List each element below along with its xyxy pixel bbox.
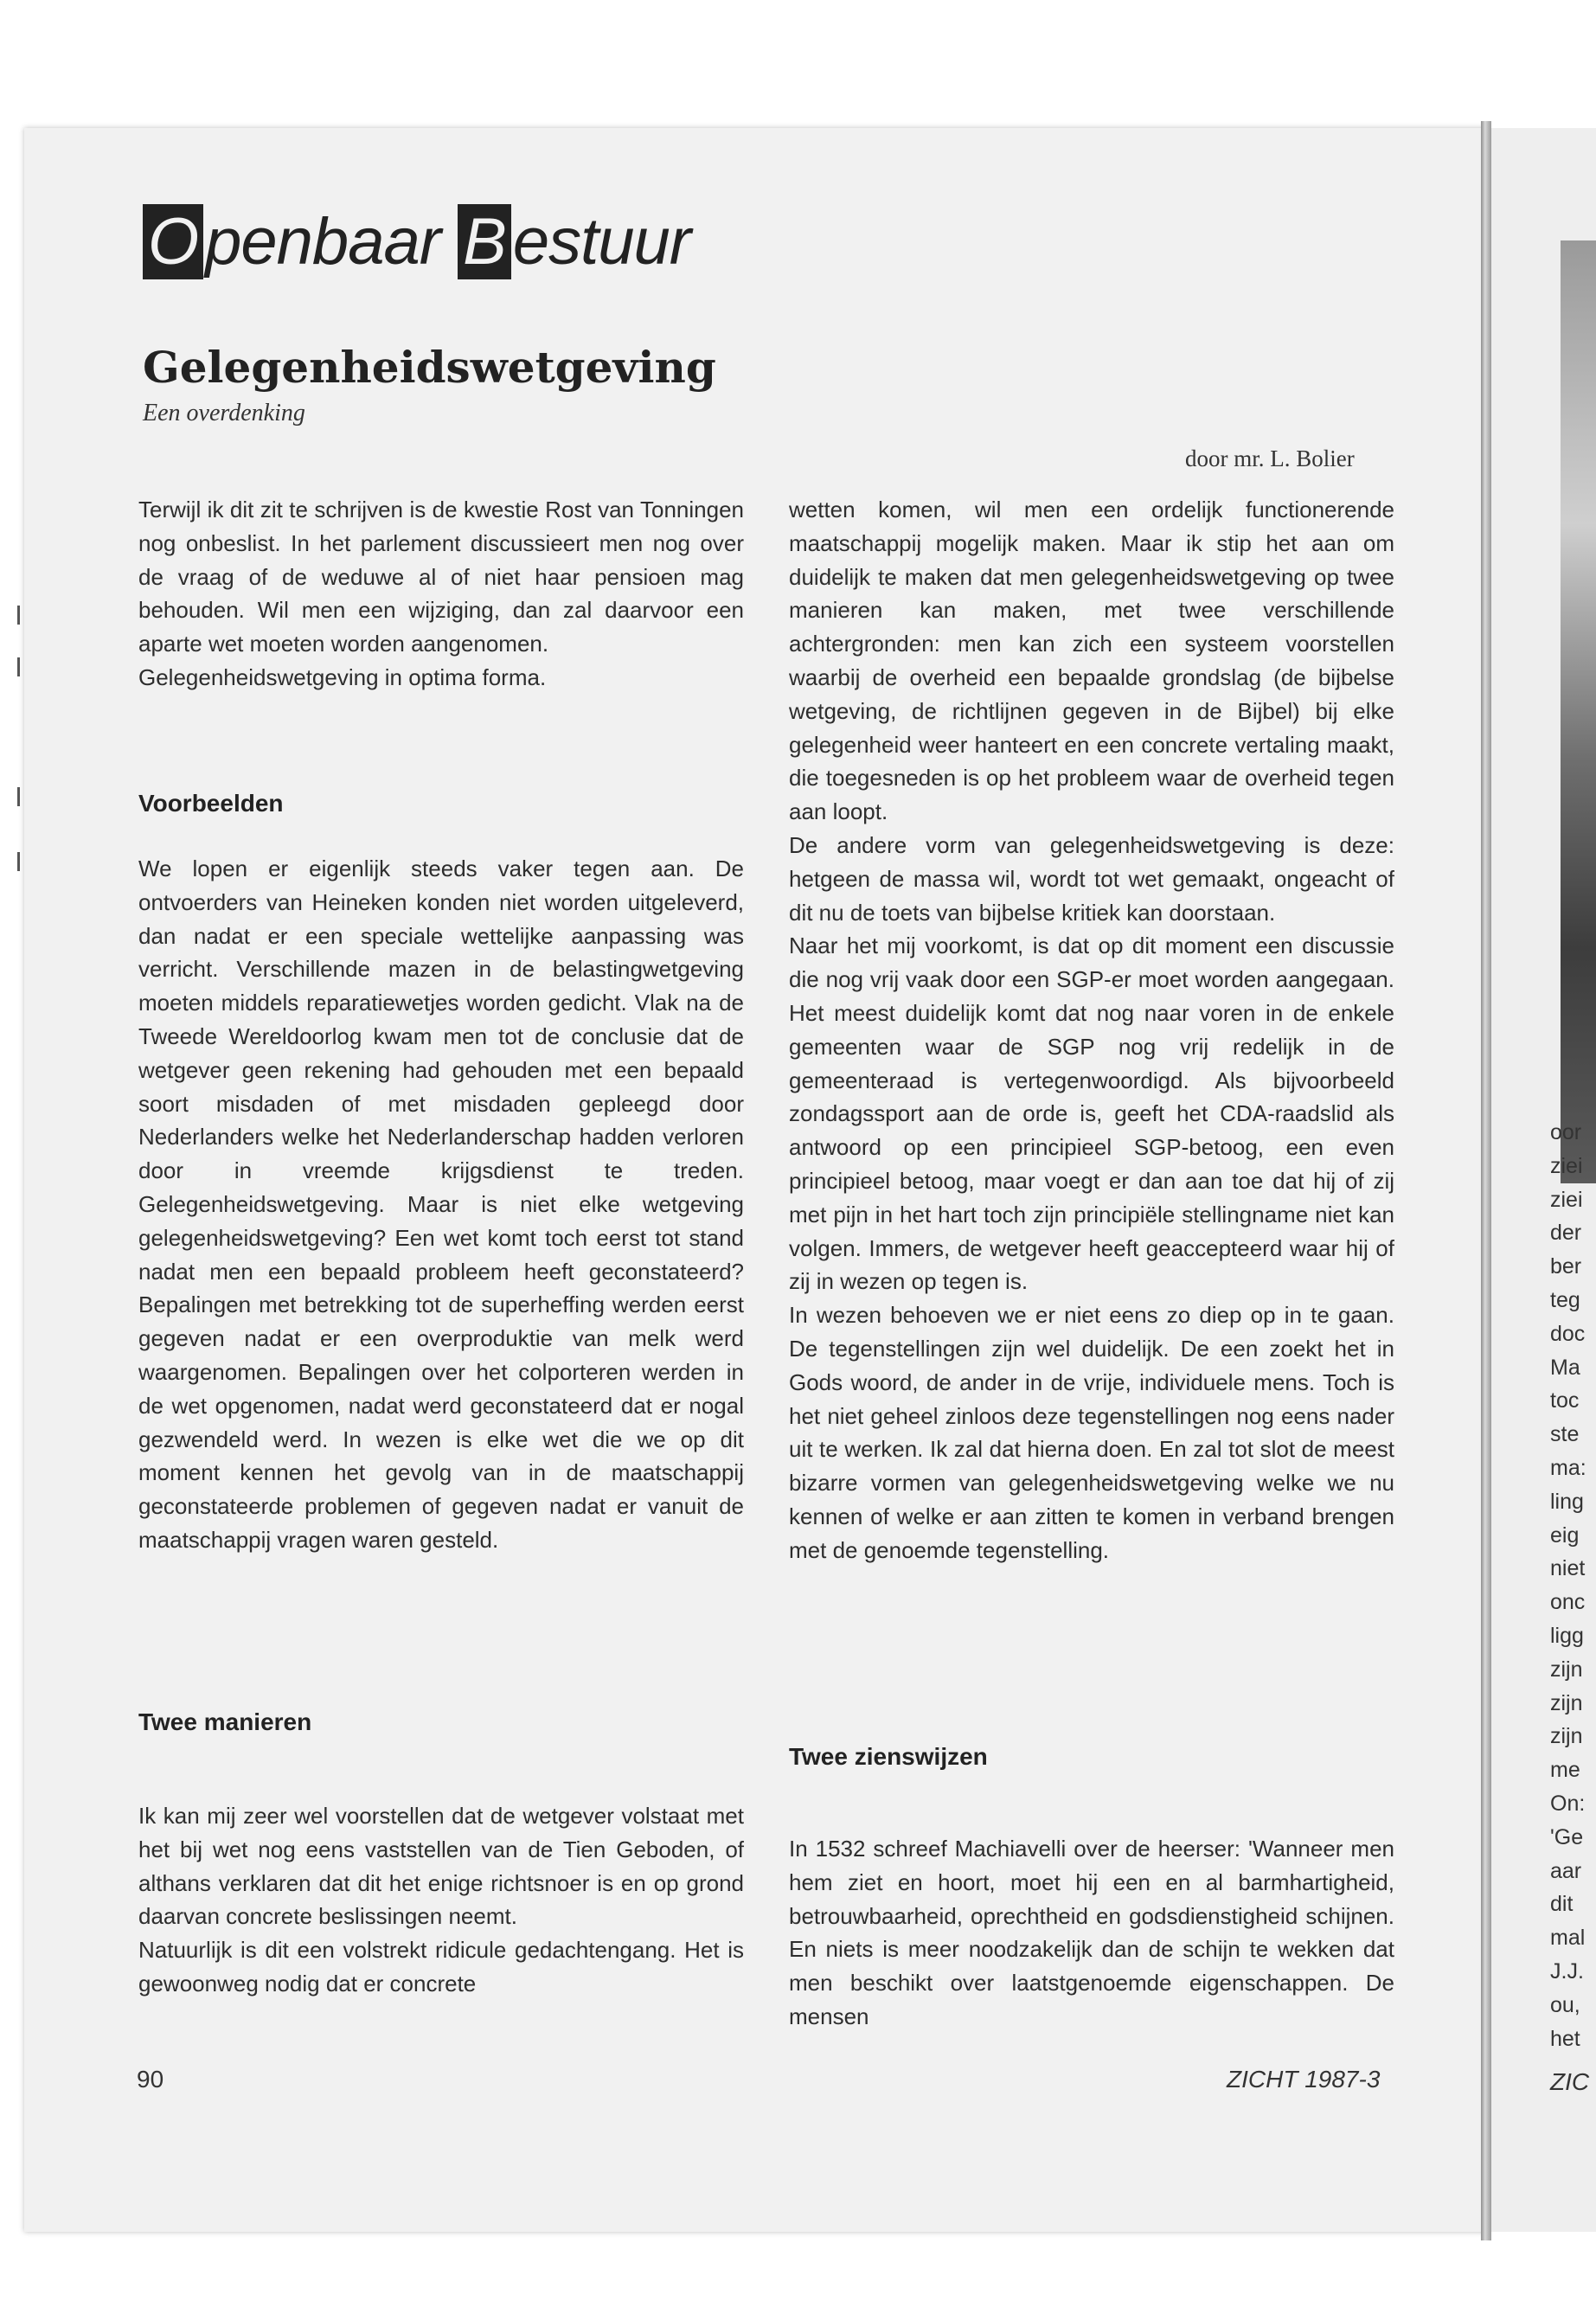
adjacent-page-line: ma:	[1550, 1456, 1586, 1480]
adjacent-page-line: ling	[1550, 1489, 1584, 1514]
heading-twee-manieren: Twee manieren	[138, 1708, 312, 1735]
adjacent-page-line: niet	[1550, 1556, 1586, 1581]
adjacent-page-line: zijn	[1550, 1657, 1583, 1682]
column-1-section-1	[138, 852, 744, 1557]
book-binding	[1481, 121, 1491, 2240]
adjacent-page-line: dit	[1550, 1892, 1574, 1917]
margin-mark	[17, 657, 20, 676]
adjacent-page-line: teg	[1550, 1288, 1580, 1312]
adjacent-page-line: On:	[1550, 1791, 1586, 1816]
paragraph: De andere vorm van gelegenheidswetgeving is deze: hetgeen de massa wil, wordt tot wet gemaakt, ongeacht of dit nu de toets van bijbelse kritiek kan doorstaan.	[789, 831, 1394, 926]
adjacent-page-line: ste	[1550, 1422, 1580, 1447]
adjacent-page-line: ligg	[1550, 1624, 1584, 1648]
adjacent-page-line: onc	[1550, 1590, 1586, 1615]
adjacent-page-line: der	[1550, 1221, 1582, 1246]
adjacent-page-line: ziei	[1550, 1187, 1583, 1212]
adjacent-page-line: J.J.	[1550, 1959, 1584, 1984]
article-byline: door mr. L. Bolier	[1185, 445, 1355, 471]
paragraph: Gelegenheidswetgeving in optima forma.	[138, 663, 547, 690]
section-heading	[789, 1740, 1394, 1774]
adjacent-page-line: ou,	[1550, 1992, 1580, 2017]
adjacent-page-line: me	[1550, 1758, 1580, 1783]
adjacent-page-line: zijn	[1550, 1690, 1583, 1715]
adjacent-page-line: aar	[1550, 1858, 1582, 1883]
adjacent-page-line: ber	[1550, 1254, 1582, 1279]
logo-letter-b: B	[458, 204, 511, 279]
paragraph: Natuurlijk is dit een volstrekt ridicule gedachtengang. Het is gewoonweg nodig dat er concrete	[138, 1937, 744, 1997]
adjacent-page-photo	[1561, 240, 1596, 1183]
margin-mark	[17, 852, 20, 871]
logo-word-1: penbaar	[205, 205, 441, 279]
article-subtitle: Een overdenking	[143, 400, 305, 426]
adjacent-page-line: mal	[1550, 1926, 1586, 1951]
section-heading	[138, 1706, 744, 1740]
paragraph: In wezen behoeven we er niet eens zo diep op in te gaan. De tegenstellingen zijn wel duidelijk. De een zoekt het in Gods woord, de ander in de vrije, individuele mens. Toch is het niet geheel zinloos deze tegenstellingen nog eens nader uit te werken. Ik zal dat hierna doen. En zal tot slot de meest bizarre vormen van gelegenheidswetgeving welke we nu kennen of welke er aan zitten te komen in verband brengen met de genoemde tegenstelling.	[789, 1302, 1394, 1563]
column-2-section	[789, 1832, 1394, 2034]
paragraph: wetten komen, wil men een ordelijk functionerende maatschappij mogelijk maken. Maar ik stip het aan om duidelijk te maken dat men gelegenheidswetgeving op twee manieren kan maken, met twee verschillende achtergronden: men kan zich een systeem voorstellen waarbij de overheid een bepaalde grondslag (de bijbelse wetgeving, de richtlijnen gegeven in de Bijbel) bij elke gelegenheid weer hanteert en een concrete vertaling maakt, die toegesneden is op het probleem waar de overheid tegen aan loopt.	[789, 497, 1394, 825]
paragraph: Naar het mij voorkomt, is dat op dit moment een discussie die nog vrij vaak door een SGP-er moet worden aangegaan. Het meest duidelijk komt dat nog naar voren in de enkele gemeenten waar de SGP nog vrij redelijk in de gemeenteraad is vertegenwoordigd. Als bijvoorbeeld zondagssport aan de orde is, geeft het CDA-raadslid als antwoord op een principieel SGP-betoog, een even principieel betoog, maar voegt er dan aan toe dat hij of zij met pijn in het hart toch zijn principiële stellingname niet kan volgen. Immers, de wetgever heeft geaccepteerd waar hij of zij in wezen op tegen is.	[789, 933, 1394, 1295]
adjacent-page-line: zijn	[1550, 1724, 1583, 1749]
paragraph: We lopen er eigenlijk steeds vaker tegen aan. De ontvoerders van Heineken konden niet worden uitgeleverd, dan nadat er een speciale wettelijke aanpassing was verricht. Verschillende mazen in de belastingwetgeving moeten middels reparatiewetjes worden gedicht. Vlak na de Tweede Wereldoorlog kwam men tot de conclusie dat de wetgever geen rekening had gehouden met een bepaald soort misdaden of met misdaden gepleegd door Nederlanders welke het Nederlanderschap hadden verloren door in vreemde krijgsdienst te treden. Gelegenheidswetgeving. Maar is niet elke wetgeving gelegenheidswetgeving? Een wet komt toch eerst tot stand nadat men een bepaald probleem heeft geconstateerd? Bepalingen met betrekking tot de superheffing werden eerst gegeven nadat er een overproduktie van melk werd waargenomen. Bepalingen over het colporteren werden in de wet opgenomen, nadat werd geconstateerd dat er nogal gezwendeld werd. In wezen is elke wet die we op dit moment kennen het gevolg van in de maatschappij geconstateerde problemen of gegeven nadat er vanuit de maatschappij vragen waren gesteld.	[138, 856, 744, 1553]
adjacent-page-line: oor	[1550, 1120, 1582, 1144]
adjacent-page-line: toc	[1550, 1388, 1580, 1413]
article-title: Gelegenheidswetgeving	[143, 342, 716, 393]
adjacent-page	[1491, 128, 1596, 2232]
adjacent-page-line: Ma	[1550, 1355, 1580, 1380]
logo-word-2: estuur	[512, 205, 691, 279]
page-number: 90	[137, 2066, 164, 2093]
column-2-body	[789, 493, 1394, 1567]
column-1-section-2	[138, 1799, 744, 2001]
margin-mark	[17, 606, 20, 625]
journal-footer: ZICHT 1987-3	[1227, 2066, 1381, 2093]
section-logo	[143, 204, 690, 291]
heading-twee-zienswijzen: Twee zienswijzen	[789, 1743, 988, 1770]
adjacent-page-footer: ZIC	[1550, 2068, 1590, 2095]
adjacent-page-line: eig	[1550, 1522, 1580, 1548]
paragraph: In 1532 schreef Machiavelli over de heerser: 'Wanneer men hem ziet en hoort, moet hij een en al barmhartigheid, betrouwbaarheid, oprechtheid en godsdienstigheid schijnen. En niets is meer noodzakelijk dan de schijn te wekken dat men beschikt over laatstgenoemde eigenschappen. De mensen	[789, 1836, 1394, 2029]
margin-mark	[17, 787, 20, 806]
logo-letter-o: O	[143, 204, 203, 279]
column-1-intro	[138, 493, 744, 695]
paragraph: Ik kan mij zeer wel voorstellen dat de wetgever volstaat met het bij wet nog eens vaststellen van de Tien Geboden, of althans verklaren dat dit het enige richtsnoer is en op grond daarvan concrete beslissingen neemt.	[138, 1803, 744, 1930]
heading-voorbeelden: Voorbeelden	[138, 790, 284, 817]
paragraph: Terwijl ik dit zit te schrijven is de kwestie Rost van Tonningen nog onbeslist. In het parlement discussieert men nog over de vraag of de weduwe al of niet haar pensioen mag behouden. Wil men een wijziging, dan zal daarvoor een aparte wet moeten worden aangenomen.	[138, 497, 744, 657]
adjacent-page-line: ziei	[1550, 1153, 1583, 1178]
section-heading	[138, 787, 744, 821]
adjacent-page-line: 'Ge	[1550, 1824, 1584, 1849]
adjacent-page-line: het	[1550, 2026, 1580, 2051]
adjacent-page-line: doc	[1550, 1321, 1586, 1346]
